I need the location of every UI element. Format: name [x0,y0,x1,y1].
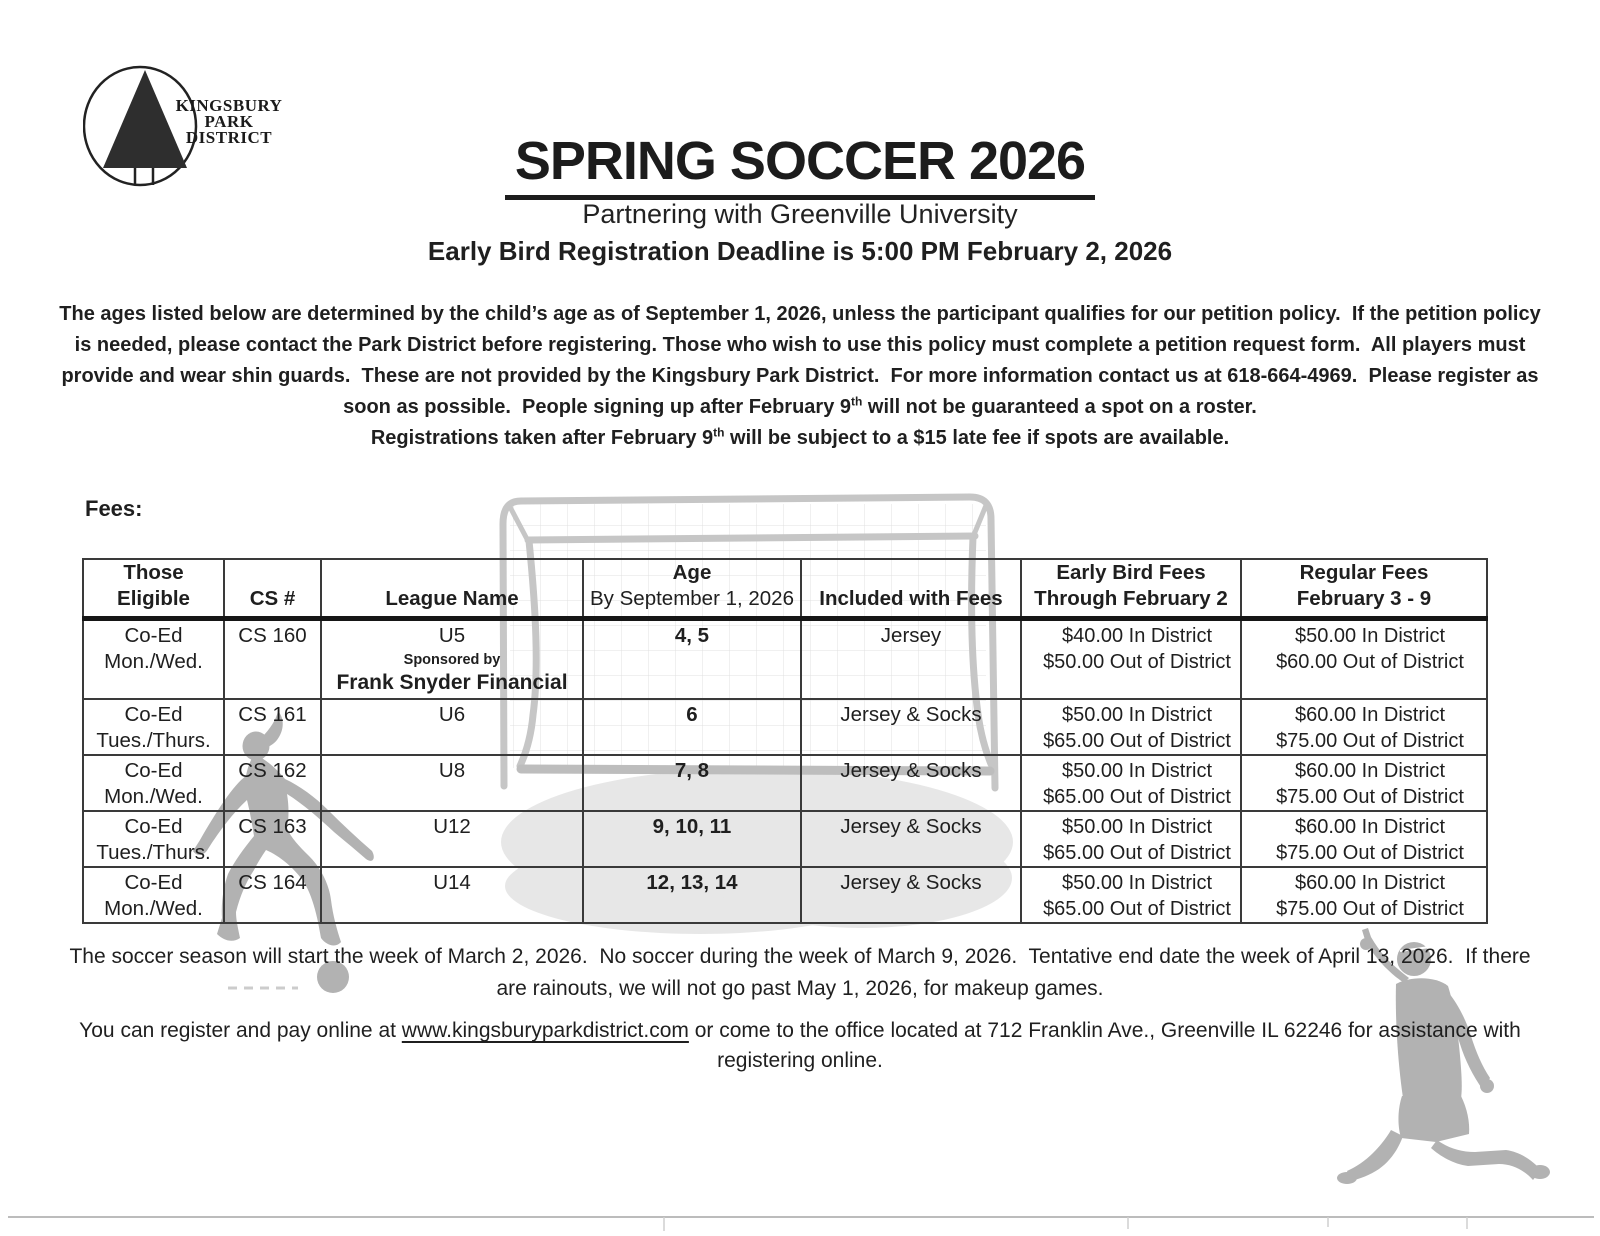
col-header-cs [224,559,321,619]
intro-line-5-post: will be subject to a $15 late fee if spots are available. [724,427,1230,449]
cell-eligible [83,867,224,923]
register-pre-text: You can register and pay online at [79,1019,402,1042]
subtitle: Partnering with Greenville University [582,199,1018,229]
eligible-line1: Co-Ed [124,702,183,726]
regular-fee-line1: $60.00 In District [1294,815,1446,838]
cell-cs [224,867,321,923]
cell-regular-fees [1241,811,1487,867]
season-line-1-text: The soccer season will start the week of March 2, 2026. No soccer during the week of March 9, 2026. Tentative end date the week of April 13, 2026. If there [69,945,1531,968]
cell-included [801,755,1021,811]
early-fee-line2: $65.00 Out of District [1043,897,1231,920]
cell-league [321,619,583,699]
sponsor-label: Sponsored by [403,652,501,668]
header-age-line1: Age [672,561,712,584]
cell-league [321,867,583,923]
early-fee-line2: $65.00 Out of District [1043,785,1231,808]
website-url: www.kingsburyparkdistrict.com [401,1019,689,1042]
included-items: Jersey [880,624,942,647]
intro-line-4-text [343,392,1257,423]
cell-regular-fees [1241,619,1487,699]
table-row-u14 [83,867,1487,923]
league-name: U8 [438,758,466,782]
regular-fee-line2: $75.00 Out of District [1276,897,1464,920]
cs-number: CS 164 [238,870,307,894]
early-fee-line1: $50.00 In District [1061,815,1213,838]
season-line-2-text: are rainouts, we will not go past May 1, 2026, for makeup games. [496,977,1104,1000]
cell-age [583,755,801,811]
intro-line-4-pre: soon as possible. People signing up after February 9 [343,396,852,418]
cell-included [801,699,1021,755]
eligible-line1: Co-Ed [124,870,183,894]
season-paragraph [50,941,1550,1005]
eligible-line2: Mon./Wed. [104,896,203,920]
eligible-line1: Co-Ed [124,814,183,838]
age-values: 9, 10, 11 [652,814,732,838]
intro-line-5-pre: Registrations taken after February 9 [370,427,714,449]
register-post-text: or come to the office located at 712 Franklin Ave., Greenville IL 62246 for assistance with [688,1019,1521,1042]
logo-line3: DISTRICT [185,128,273,147]
col-header-included [801,559,1021,619]
included-items: Jersey & Socks [840,870,982,894]
eligible-line2: Tues./Thurs. [96,728,211,752]
col-header-league [321,559,583,619]
header-included: Included with Fees [819,587,1003,610]
intro-line-1-text: The ages listed below are determined by the child’s age as of September 1, 2026, unless the participant qualifies for our petition policy. If the petition policy [59,303,1541,325]
cs-number: CS 161 [238,702,307,726]
cell-early-fees [1021,867,1241,923]
cell-regular-fees [1241,755,1487,811]
header-eligible-line1: Those [123,561,184,584]
intro-line-2-text: is needed, please contact the Park District before registering. Those who wish to use this policy must complete a petition request form. All players must [74,334,1526,356]
register-line-1-text [79,1016,1521,1046]
cell-regular-fees [1241,867,1487,923]
register-line-2 [50,1046,1550,1076]
intro-line-3 [60,361,1540,392]
eligible-line2: Mon./Wed. [104,650,203,673]
early-fee-line2: $50.00 Out of District [1043,651,1231,673]
regular-fee-line1: $60.00 In District [1294,703,1446,726]
header-league: League Name [385,587,519,610]
fees-label: Fees: [85,496,143,521]
header-regular-line2: February 3 - 9 [1296,587,1432,610]
sponsor-name: Frank Snyder Financial [336,671,568,694]
intro-line-2 [60,330,1540,361]
cell-league [321,811,583,867]
header-early-line1: Early Bird Fees [1056,561,1206,584]
scan-artifacts [8,1217,1594,1231]
league-name: U5 [438,624,466,647]
league-name: U14 [433,870,471,894]
regular-fee-line2: $75.00 Out of District [1276,785,1464,808]
cs-number: CS 163 [238,814,307,838]
table-row-u12 [83,811,1487,867]
intro-line-5-text [371,423,1229,454]
register-line-2-text: registering online. [717,1049,883,1072]
cell-cs [224,755,321,811]
register-paragraph [50,1016,1550,1076]
intro-line-4 [60,392,1540,423]
header-eligible-line2: Eligible [117,587,190,610]
cell-included [801,811,1021,867]
table-header-row [83,559,1487,619]
early-fee-line1: $40.00 In District [1061,625,1213,647]
cell-early-fees [1021,619,1241,699]
col-header-regular [1241,559,1487,619]
intro-line-4-post: will not be guaranteed a spot on a roster. [862,396,1257,418]
early-fee-line1: $50.00 In District [1061,703,1213,726]
season-line-2 [50,973,1550,1005]
header-early-line2: Through February 2 [1034,587,1228,610]
page-title: SPRING SOCCER 2026 [505,130,1095,200]
included-items: Jersey & Socks [840,758,982,782]
early-fee-line2: $65.00 Out of District [1043,841,1231,864]
cell-early-fees [1021,755,1241,811]
regular-fee-line2: $75.00 Out of District [1276,841,1464,864]
col-header-eligible [83,559,224,619]
age-values: 7, 8 [674,758,710,782]
cell-early-fees [1021,699,1241,755]
regular-fee-line1: $60.00 In District [1294,871,1446,894]
header-age-line2: By September 1, 2026 [590,587,794,610]
early-fee-line1: $50.00 In District [1061,759,1213,782]
league-name: U6 [438,702,466,726]
age-values: 4, 5 [674,624,710,647]
regular-fee-line2: $75.00 Out of District [1276,729,1464,752]
intro-line-5-sup: th [713,425,725,440]
included-items: Jersey & Socks [840,702,982,726]
col-header-early [1021,559,1241,619]
register-line-1 [50,1016,1550,1046]
title-wrap [0,130,1600,200]
cell-league [321,755,583,811]
deadline-line: Early Bird Registration Deadline is 5:00 PM February 2, 2026 [427,236,1173,266]
season-line-1 [50,941,1550,973]
cell-cs [224,699,321,755]
cell-early-fees [1021,811,1241,867]
cell-eligible [83,755,224,811]
eligible-line2: Tues./Thurs. [96,840,211,864]
table-row-u8 [83,755,1487,811]
header-regular-line1: Regular Fees [1299,561,1429,584]
logo-line2: PARK [204,112,254,131]
early-fee-line2: $65.00 Out of District [1043,729,1231,752]
cell-age [583,867,801,923]
cell-cs [224,619,321,699]
cell-regular-fees [1241,699,1487,755]
cell-cs [224,811,321,867]
header-cs: CS # [249,587,296,610]
regular-fee-line1: $50.00 In District [1294,625,1446,647]
eligible-line1: Co-Ed [124,758,183,782]
intro-line-4-sup: th [851,394,863,409]
age-values: 6 [686,702,698,726]
logo-line1: KINGSBURY [175,96,283,115]
table-row-u6 [83,699,1487,755]
table-row-u5 [83,619,1487,699]
cs-number: CS 162 [238,758,307,782]
intro-line-5 [60,423,1540,454]
cell-age [583,699,801,755]
intro-paragraph [60,299,1540,454]
cell-eligible [83,699,224,755]
cell-included [801,619,1021,699]
early-fee-line1: $50.00 In District [1061,871,1213,894]
cell-eligible [83,619,224,699]
fees-table [82,558,1488,924]
cell-eligible [83,811,224,867]
cell-included [801,867,1021,923]
league-name: U12 [433,814,471,838]
cell-age [583,811,801,867]
eligible-line1: Co-Ed [124,624,183,647]
regular-fee-line2: $60.00 Out of District [1276,651,1464,673]
regular-fee-line1: $60.00 In District [1294,759,1446,782]
cs-number: CS 160 [238,624,307,647]
included-items: Jersey & Socks [840,814,982,838]
age-values: 12, 13, 14 [646,870,738,894]
intro-line-3-text: provide and wear shin guards. These are not provided by the Kingsbury Park District. For more information contact us at 618-664-4969. Please register as [61,365,1539,387]
col-header-age [583,559,801,619]
cell-league [321,699,583,755]
eligible-line2: Mon./Wed. [104,784,203,808]
cell-age [583,619,801,699]
intro-line-1 [60,299,1540,330]
